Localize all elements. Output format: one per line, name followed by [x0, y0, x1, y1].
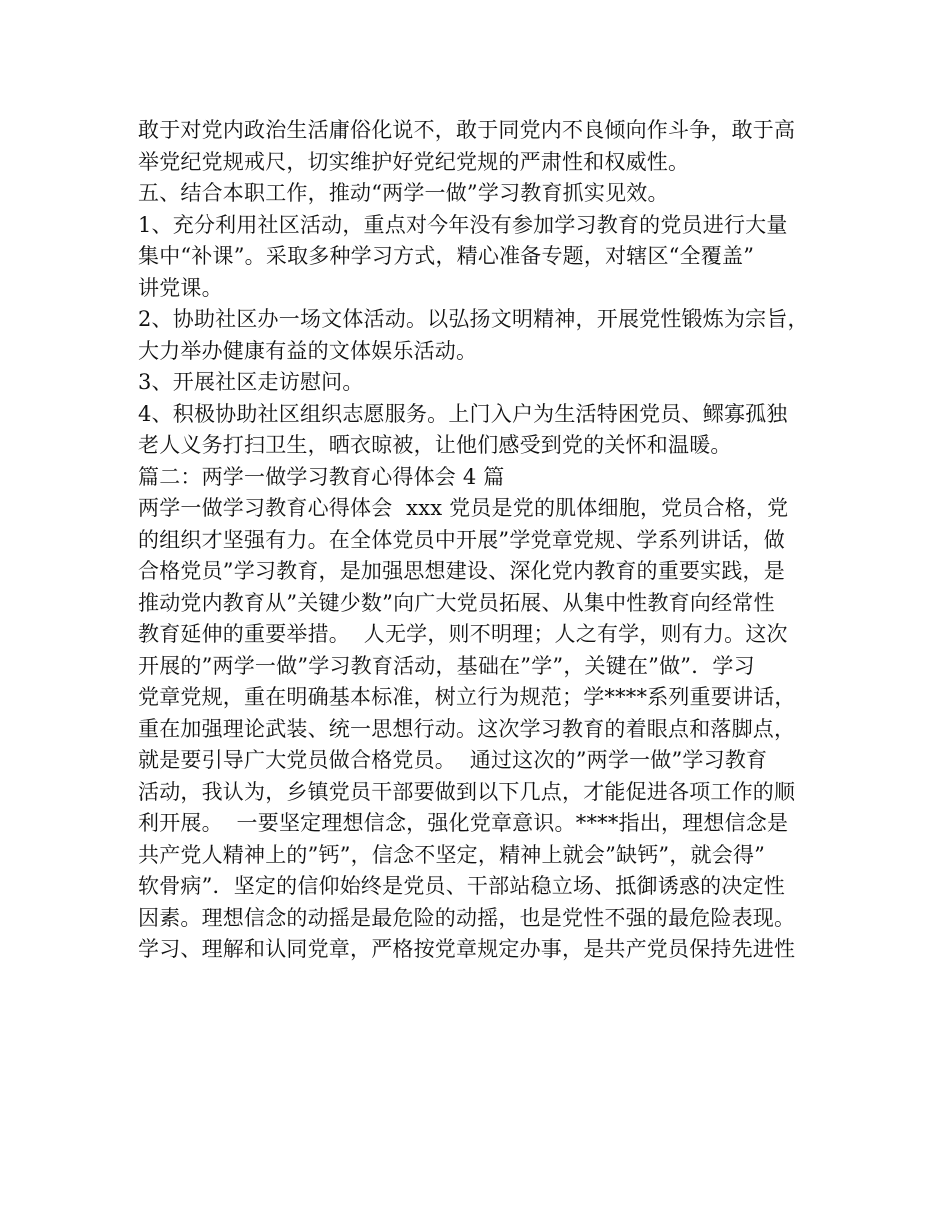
- text-line: 活动，我认为，乡镇党员干部要做到以下几点，才能促进各项工作的顺: [138, 779, 796, 804]
- text-line: 4、积极协助社区组织志愿服务。上门入户为生活特困党员、鳏寡孤独: [138, 401, 788, 426]
- document-body: [138, 115, 818, 966]
- chapter-heading: 篇二：两学一做学习教育心得体会 4 篇: [138, 464, 505, 489]
- text-line: 大力举办健康有益的文体娱乐活动。: [138, 338, 478, 363]
- text-line: 学习、理解和认同党章，严格按党章规定办事，是共产党员保持先进性: [138, 937, 796, 961]
- text-line: 举党纪党规戒尺，切实维护好党纪党规的严肃性和权威性。: [138, 149, 690, 174]
- text-line: 党章党规，重在明确基本标准，树立行为规范；学****系列重要讲话，: [138, 685, 796, 709]
- text-line: 因素。理想信念的动摇是最危险的动摇，也是党性不强的最危险表现。: [138, 905, 796, 930]
- text-line: 重在加强理论武装、统一思想行动。这次学习教育的着眼点和落脚点，: [138, 716, 796, 741]
- text-line: 合格党员”学习教育，是加强思想建设、深化党内教育的重要实践，是: [138, 559, 785, 583]
- text-line: 软骨病”．坚定的信仰始终是党员、干部站稳立场、抵御诱惑的决定性: [138, 874, 785, 898]
- text-line: 1、充分利用社区活动，重点对今年没有参加学习教育的党员进行大量: [138, 212, 788, 237]
- text-line: 开展的”两学一做”学习教育活动，基础在”学”，关键在”做”．学习: [138, 653, 755, 678]
- text-line: 就是要引导广大党员做合格党员。 通过这次的”两学一做”学习教育: [138, 748, 768, 772]
- text-line: 利开展。 一要坚定理想信念，强化党章意识。****指出，理想信念是: [138, 811, 789, 835]
- text-line: 讲党课。: [138, 275, 223, 300]
- text-line: 2、协助社区办一场文体活动。以弘扬文明精神，开展党性锻炼为宗旨，: [138, 307, 809, 331]
- text-line: 集中“补课”。采取多种学习方式，精心准备专题，对辖区“全覆盖”: [138, 244, 755, 268]
- text-line: 两学一做学习教育心得体会 xxx 党员是党的肌体细胞，党员合格，党: [138, 496, 789, 520]
- text-line: 的组织才坚强有力。在全体党员中开展”学党章党规、学系列讲话，做: [138, 527, 785, 552]
- text-line: 敢于对党内政治生活庸俗化说不，敢于同党内不良倾向作斗争，敢于高: [138, 118, 796, 142]
- text-line: 3、开展社区走访慰问。: [138, 370, 364, 394]
- text-line: 共产党人精神上的”钙”，信念不坚定，精神上就会”缺钙”，就会得”: [138, 842, 766, 867]
- text-line: 教育延伸的重要举措。 人无学，则不明理；人之有学，则有力。这次: [138, 622, 788, 646]
- text-line: 老人义务打扫卫生，晒衣晾被，让他们感受到党的关怀和温暖。: [138, 433, 732, 457]
- section-heading: 五、结合本职工作，推动“两学一做”学习教育抓实见效。: [138, 181, 669, 205]
- text-line: 推动党内教育从”关键少数”向广大党员拓展、从集中性教育向经常性: [138, 590, 775, 615]
